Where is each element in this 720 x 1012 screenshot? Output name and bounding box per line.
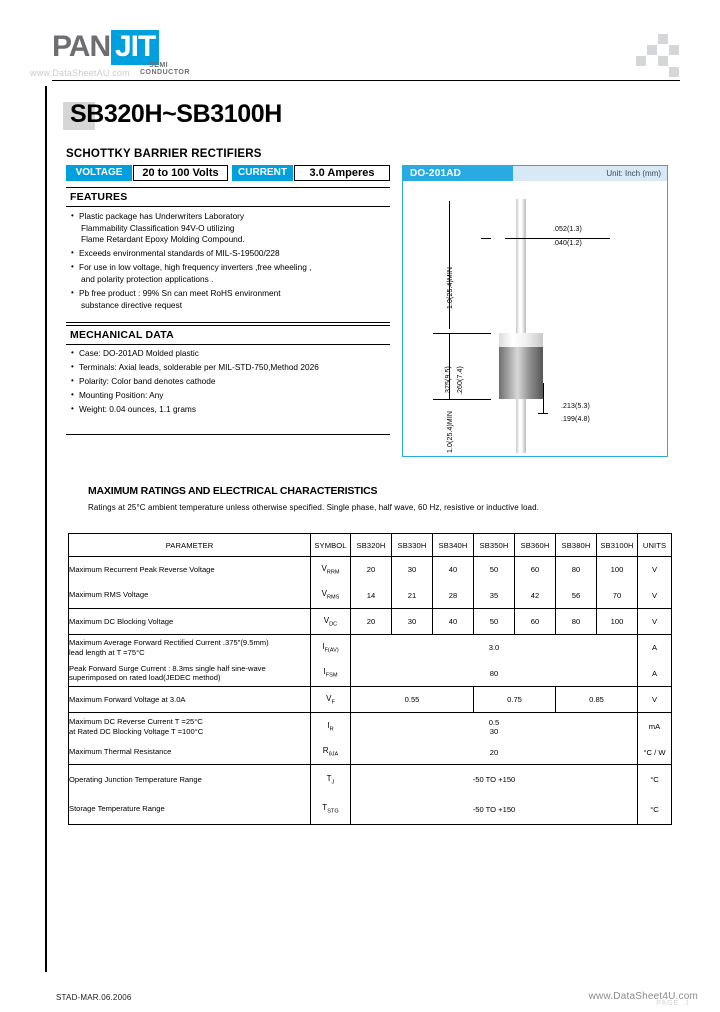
mechanical-item-line: • Weight: 0.04 ounces, 1.1 grams: [79, 404, 196, 415]
deco-square: [669, 45, 679, 55]
table-cell-value: 35: [474, 583, 515, 609]
table-cell-symbol: [311, 661, 351, 687]
mechanical-rule-under-heading: [66, 344, 390, 345]
table-cell-parameter: Operating Junction Temperature Range: [69, 765, 311, 795]
mechanical-heading: MECHANICAL DATA: [70, 329, 174, 341]
table-row: [69, 741, 672, 765]
symbol-subscript: F(AV): [324, 647, 339, 654]
logo-text-jit: JIT: [111, 30, 159, 65]
table-cell-symbol: [311, 741, 351, 765]
table-cell-units: V: [638, 583, 672, 609]
table-cell-symbol: [311, 795, 351, 825]
mechanical-item-line: • Terminals: Axial leads, solderable per MIL-STD-750,Method 2026: [79, 362, 319, 373]
table-cell-symbol: [311, 765, 351, 795]
mechanical-item: [70, 348, 388, 360]
table-cell-value-span: 3.0: [351, 635, 638, 661]
table-cell-value: 28: [433, 583, 474, 609]
table-col-header: SB340H: [433, 534, 474, 557]
table-cell-symbol: [311, 687, 351, 713]
feature-item-line: • Exceeds environmental standards of MIL-S-19500/228: [79, 248, 280, 259]
table-col-header: SB3100H: [597, 534, 638, 557]
feature-item-line: and polarity protection applications .: [81, 273, 214, 284]
dim-body-min-text: .199(4.8): [561, 416, 590, 423]
table-cell-symbol: [311, 557, 351, 583]
table-cell-symbol: [311, 583, 351, 609]
feature-item-line: Flame Retardant Epoxy Molding Compound.: [81, 234, 245, 245]
dim-lead-min-text: .040(1.2): [553, 240, 582, 247]
logo-text-pan: PAN: [52, 30, 111, 63]
table-row: [69, 557, 672, 583]
feature-item: [70, 262, 388, 285]
value-line: 30: [489, 726, 499, 736]
watermark-top: www.DataSheetAU.com: [30, 68, 130, 78]
dim-line-body-dia: [543, 383, 544, 413]
feature-item-line: • For use in low voltage, high frequency inverters ,free wheeling ,: [79, 262, 312, 273]
dim-body-len-min-text: .260(7.4): [457, 366, 464, 395]
table-cell-value: 20: [351, 557, 392, 583]
deco-square: [658, 56, 668, 66]
symbol-subscript: J: [331, 779, 335, 786]
table-row: [69, 583, 672, 609]
table-row: [69, 609, 672, 635]
table-cell-parameter: [69, 635, 311, 661]
table-cell-parameter: Maximum RMS Voltage: [69, 583, 311, 609]
current-badge-label: CURRENT: [232, 165, 293, 181]
table-cell-value-span: -50 TO +150: [351, 765, 638, 795]
page-subtitle: SCHOTTKY BARRIER RECTIFIERS: [66, 148, 262, 160]
table-row: [69, 635, 672, 661]
table-row: [69, 795, 672, 825]
table-cell-value-group: 0.55: [351, 687, 474, 713]
table-row: [69, 687, 672, 713]
symbol-main: V: [321, 563, 327, 573]
ratings-note: Ratings at 25°C ambient temperature unless otherwise specified. Single phase, half wave, 60 Hz, resistive or inductive load.: [88, 503, 539, 512]
mechanical-list: [70, 348, 388, 418]
symbol-subscript: θJA: [328, 752, 339, 759]
table-cell-value: 70: [597, 583, 638, 609]
table-cell-value-group: 0.85: [556, 687, 638, 713]
table-cell-value: 60: [515, 609, 556, 635]
table-cell-units: V: [638, 687, 672, 713]
table-cell-symbol: [311, 609, 351, 635]
symbol-main: V: [326, 693, 332, 703]
mechanical-rule-top: [66, 325, 390, 326]
dim-lead-len-text: 1.0(25.4)MIN: [447, 266, 454, 309]
features-rule-top: [66, 187, 390, 188]
table-cell-units: °C: [638, 795, 672, 825]
symbol-main: V: [321, 589, 327, 599]
mechanical-item-line: • Case: DO-201AD Molded plastic: [79, 348, 199, 358]
table-cell-value-span: 20: [351, 741, 638, 765]
rating-badges: [66, 165, 390, 181]
parameter-line: Maximum Average Forward Rectified Current .375"(9.5mm): [69, 638, 269, 648]
table-cell-value: 60: [515, 557, 556, 583]
table-cell-value-span: -50 TO +150: [351, 795, 638, 825]
table-cell-parameter: Maximum Thermal Resistance: [69, 741, 311, 765]
feature-item-line: substance directive request: [81, 299, 183, 310]
table-cell-value: 20: [351, 609, 392, 635]
table-cell-parameter: Maximum Forward Voltage at 3.0A: [69, 687, 311, 713]
deco-square: [669, 67, 679, 77]
table-head: [69, 534, 672, 557]
logo-subtext-conductor: CONDUCTOR: [140, 69, 190, 76]
voltage-badge-label: VOLTAGE: [66, 165, 132, 181]
page-title: SB320H~SB3100H: [70, 100, 282, 128]
dim-lead-len-text-lower: 1.0(25.4)MIN: [447, 410, 454, 453]
features-rule-bottom: [66, 322, 390, 323]
dim-leader-body-len-bot: [433, 399, 491, 400]
table-col-header: SB380H: [556, 534, 597, 557]
table-cell-value: 21: [392, 583, 433, 609]
table-cell-parameter: [69, 661, 311, 687]
table-cell-value: 100: [597, 609, 638, 635]
table-row: [69, 713, 672, 741]
feature-item: [70, 288, 388, 311]
specifications-table: [68, 533, 672, 825]
table-cell-units: °C: [638, 765, 672, 795]
left-vertical-rule: [45, 86, 47, 972]
logo-subtext-semi: SEMI: [149, 62, 169, 69]
table-cell-value: 100: [597, 557, 638, 583]
deco-square: [658, 34, 668, 44]
table-cell-value-group: 0.75: [474, 687, 556, 713]
table-cell-value: 80: [556, 557, 597, 583]
package-outline-panel: [402, 165, 668, 457]
features-list: [70, 211, 388, 314]
symbol-subscript: RMS: [326, 595, 340, 602]
table-cell-parameter: Storage Temperature Range: [69, 795, 311, 825]
table-col-header: SYMBOL: [311, 534, 351, 557]
table-cell-value: 40: [433, 609, 474, 635]
dim-body-max-text: .213(5.3): [561, 403, 590, 410]
package-drawing: [403, 181, 667, 456]
symbol-subscript: RRM: [326, 569, 340, 576]
table-col-header: SB360H: [515, 534, 556, 557]
table-cell-symbol: [311, 635, 351, 661]
parameter-line: superimposed on rated load(JEDEC method): [69, 673, 221, 683]
symbol-subscript: F: [331, 699, 335, 706]
diode-body: [499, 347, 543, 399]
feature-item-line: • Pb free product : 99% Sn can meet RoHS environment: [79, 288, 281, 299]
feature-item-line: Flammability Classification 94V-O utilizing: [81, 222, 235, 233]
table-cell-value: 40: [433, 557, 474, 583]
table-cell-units: °C / W: [638, 741, 672, 765]
footer-page-number: PAGE .1: [656, 1000, 690, 1007]
deco-square: [636, 56, 646, 66]
symbol-subscript: R: [329, 726, 334, 733]
dim-lead-max-text: .052(1.3): [553, 226, 582, 233]
table-cell-value: 14: [351, 583, 392, 609]
mechanical-item: [70, 376, 388, 388]
table-cell-parameter: [69, 713, 311, 741]
dim-line-lead-len: [449, 201, 450, 329]
value-line: 0.5: [488, 717, 500, 727]
table-cell-symbol: [311, 713, 351, 741]
parameter-line: at Rated DC Blocking Voltage T =100°C: [69, 726, 204, 736]
table-col-header: SB330H: [392, 534, 433, 557]
feature-item: [70, 248, 388, 260]
table-cell-units: A: [638, 661, 672, 687]
dim-body-len-max-text: .375(9.5): [445, 366, 452, 395]
table-header-row: [69, 534, 672, 557]
symbol-main: I: [327, 720, 330, 730]
mechanical-item-line: • Polarity: Color band denotes cathode: [79, 376, 216, 387]
symbol-subscript: STG: [327, 809, 339, 816]
features-heading: FEATURES: [70, 191, 128, 203]
table-col-header: PARAMETER: [69, 534, 311, 557]
table-row: [69, 765, 672, 795]
header-divider: [52, 80, 680, 81]
mechanical-rule-bottom: [66, 434, 390, 435]
table-col-header: SB350H: [474, 534, 515, 557]
mechanical-item-line: • Mounting Position: Any: [79, 390, 164, 401]
dim-leader-lead: [505, 238, 610, 239]
table-cell-value-span: 80: [351, 661, 638, 687]
table-cell-units: V: [638, 557, 672, 583]
table-col-header: UNITS: [638, 534, 672, 557]
symbol-subscript: DC: [329, 621, 338, 628]
parameter-line: lead length at T =75°C: [69, 647, 145, 657]
decorative-squares: [636, 34, 682, 76]
table-row: [69, 661, 672, 687]
features-rule-under-heading: [66, 206, 390, 207]
lead-wire-top: [516, 199, 526, 339]
dim-tick-lead: [481, 238, 491, 239]
symbol-main: V: [323, 615, 330, 625]
table-cell-parameter: Maximum Recurrent Peak Reverse Voltage: [69, 557, 311, 583]
ratings-heading: MAXIMUM RATINGS AND ELECTRICAL CHARACTERISTICS: [88, 485, 378, 497]
symbol-main: I: [323, 667, 326, 677]
table-cell-value: 30: [392, 609, 433, 635]
title-block: [63, 100, 483, 134]
symbol-main: I: [322, 641, 325, 651]
table-cell-units: mA: [638, 713, 672, 741]
feature-item-line: • Plastic package has Underwriters Laboratory: [79, 211, 245, 221]
table-cell-value: 30: [392, 557, 433, 583]
table-cell-units: V: [638, 609, 672, 635]
table-cell-value: 50: [474, 557, 515, 583]
symbol-main: T: [322, 803, 328, 813]
table-body: [69, 557, 672, 825]
package-name-label: DO-201AD: [403, 166, 513, 181]
feature-item: [70, 211, 388, 246]
mechanical-item: [70, 390, 388, 402]
mechanical-item: [70, 404, 388, 416]
table-col-header: SB320H: [351, 534, 392, 557]
dim-tick-body-dia: [538, 413, 548, 414]
table-cell-value: 56: [556, 583, 597, 609]
table-cell-value: 50: [474, 609, 515, 635]
cathode-band: [499, 333, 543, 347]
table-cell-value-span: [351, 713, 638, 741]
package-header-bar: [403, 166, 667, 181]
table-cell-value: 80: [556, 609, 597, 635]
dim-leader-body-len-top: [433, 333, 491, 334]
current-badge-value: 3.0 Amperes: [294, 165, 390, 181]
package-unit-note: Unit: Inch (mm): [606, 169, 661, 178]
deco-square: [647, 45, 657, 55]
symbol-main: R: [322, 746, 329, 756]
footer-revision: STAD-MAR.06.2006: [56, 993, 132, 1002]
table-cell-value: 42: [515, 583, 556, 609]
parameter-line: Maximum DC Reverse Current T =25°C: [69, 717, 203, 727]
parameter-line: Peak Forward Surge Current : 8.3ms single half sine-wave: [69, 663, 266, 673]
mechanical-item: [70, 362, 388, 374]
symbol-subscript: FSM: [325, 673, 338, 680]
table-cell-units: A: [638, 635, 672, 661]
voltage-badge-value: 20 to 100 Volts: [133, 165, 228, 181]
footer-website: www.DataSheet4U.com: [588, 991, 698, 1002]
table-cell-parameter: Maximum DC Blocking Voltage: [69, 609, 311, 635]
page-header: [0, 0, 720, 90]
symbol-main: T: [326, 773, 332, 783]
